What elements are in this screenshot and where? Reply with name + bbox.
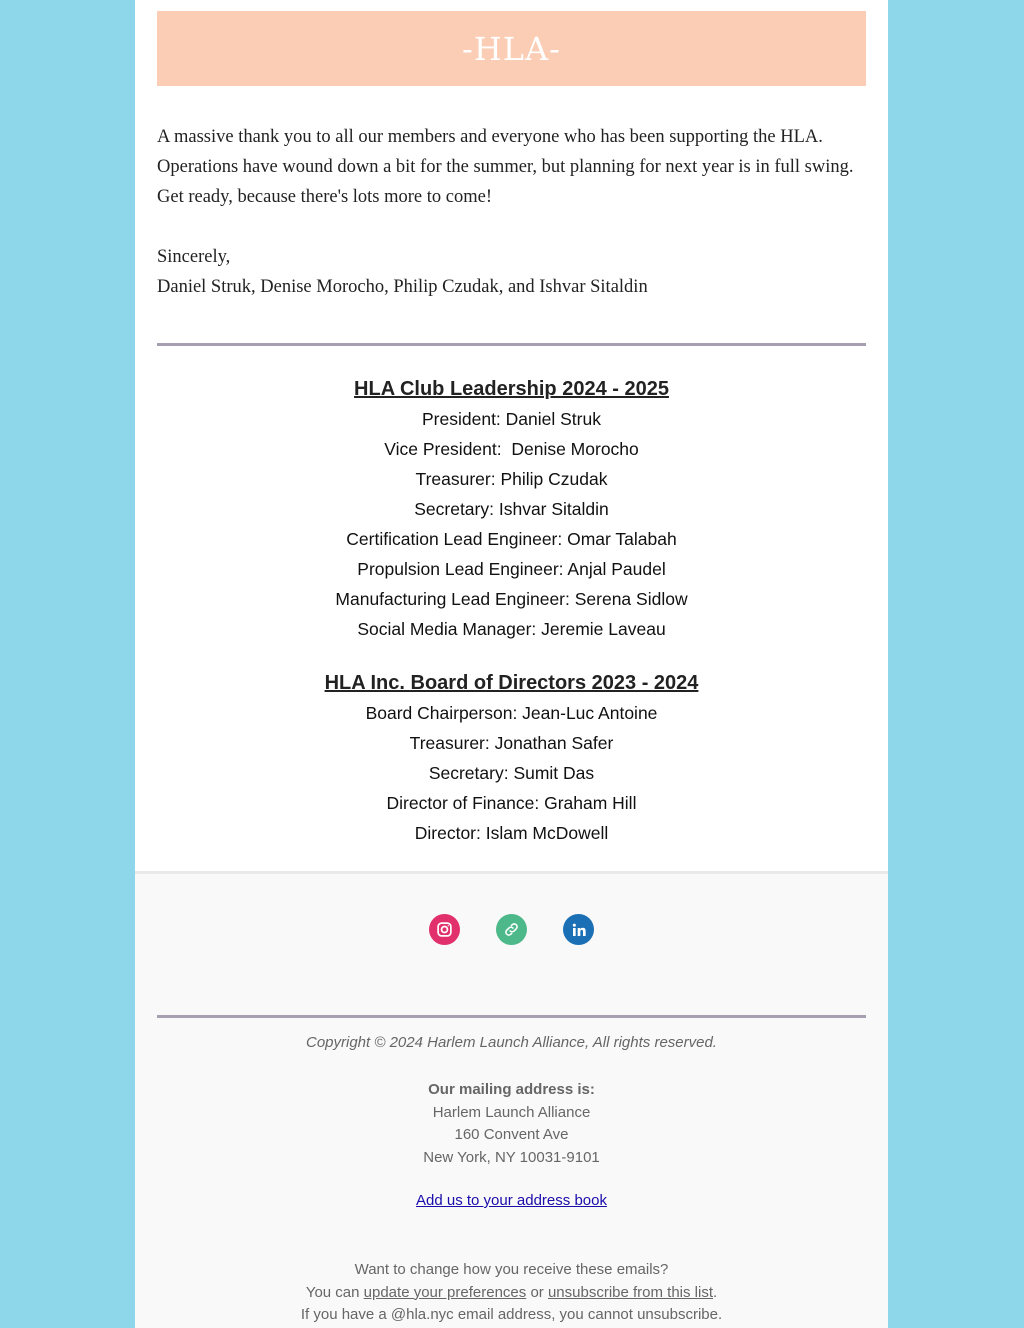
change-prompt: Want to change how you receive these emails? [354, 1261, 669, 1278]
leader-line: Vice President: Denise Morocho [384, 439, 639, 459]
banner-title: -HLA- [462, 29, 561, 68]
leader-line: Certification Lead Engineer: Omar Talabah [346, 529, 677, 549]
board-line: Secretary: Sumit Das [428, 763, 595, 783]
email-footer [135, 871, 888, 1328]
divider [157, 343, 866, 346]
copyright-text: Copyright © 2024 Harlem Launch Alliance, All rights reserved. [306, 1034, 717, 1051]
address-book-row [135, 1192, 888, 1209]
preferences-line [135, 1282, 888, 1305]
board-heading: HLA Inc. Board of Directors 2023 - 2024 [324, 672, 699, 694]
board-line: Board Chairperson: Jean-Luc Antoine [365, 703, 658, 723]
header-banner [157, 11, 866, 86]
unsubscribe-link[interactable]: unsubscribe from this list [547, 1283, 714, 1301]
leader-line: Secretary: Ishvar Sitaldin [414, 499, 609, 519]
closing: Sincerely, [157, 247, 231, 267]
leader-line: Treasurer: Philip Czudak [415, 469, 608, 489]
intro-section [157, 122, 872, 302]
leader-line: Social Media Manager: Jeremie Laveau [357, 619, 666, 639]
linkedin-icon[interactable] [563, 914, 594, 945]
hla-note: If you have a @hla.nyc email address, you cannot unsubscribe. [300, 1306, 723, 1323]
leader-line: President: Daniel Struk [422, 409, 601, 429]
board-line: Director of Finance: Graham Hill [386, 793, 637, 813]
update-preferences-link[interactable]: update your preferences [363, 1283, 527, 1301]
address-line: 160 Convent Ave [454, 1126, 569, 1143]
club-leadership-section [135, 374, 888, 644]
leader-line: Manufacturing Lead Engineer: Serena Sidlow [335, 589, 688, 609]
email-body [135, 0, 888, 1325]
add-address-book-link[interactable]: Add us to your address book [416, 1192, 607, 1209]
board-line: Director: Islam McDowell [414, 823, 609, 843]
instagram-icon[interactable] [429, 914, 460, 945]
board-section [135, 668, 888, 848]
intro-paragraph: A massive thank you to all our members and everyone who has been supporting the HLA. Operations have wound down a bit for the summer, but planning for next year is in full swing. Get ready, because there's lots more to come! [157, 127, 854, 207]
mailing-address [135, 1079, 888, 1169]
address-line: Harlem Launch Alliance [432, 1103, 591, 1121]
link-icon[interactable] [496, 914, 527, 945]
or-text: or [530, 1283, 544, 1301]
you-can-text: You can [305, 1283, 360, 1301]
mailing-heading: Our mailing address is: [428, 1081, 595, 1098]
preferences-section [135, 1259, 888, 1327]
leader-line: Propulsion Lead Engineer: Anjal Paudel [357, 559, 666, 579]
social-links [135, 914, 888, 945]
period-text: . [713, 1283, 718, 1301]
club-leadership-heading: HLA Club Leadership 2024 - 2025 [354, 378, 669, 400]
board-line: Treasurer: Jonathan Safer [409, 733, 614, 753]
footer-divider [157, 1015, 866, 1018]
address-line: New York, NY 10031-9101 [423, 1148, 600, 1166]
signatories: Daniel Struk, Denise Morocho, Philip Czudak, and Ishvar Sitaldin [157, 277, 648, 297]
